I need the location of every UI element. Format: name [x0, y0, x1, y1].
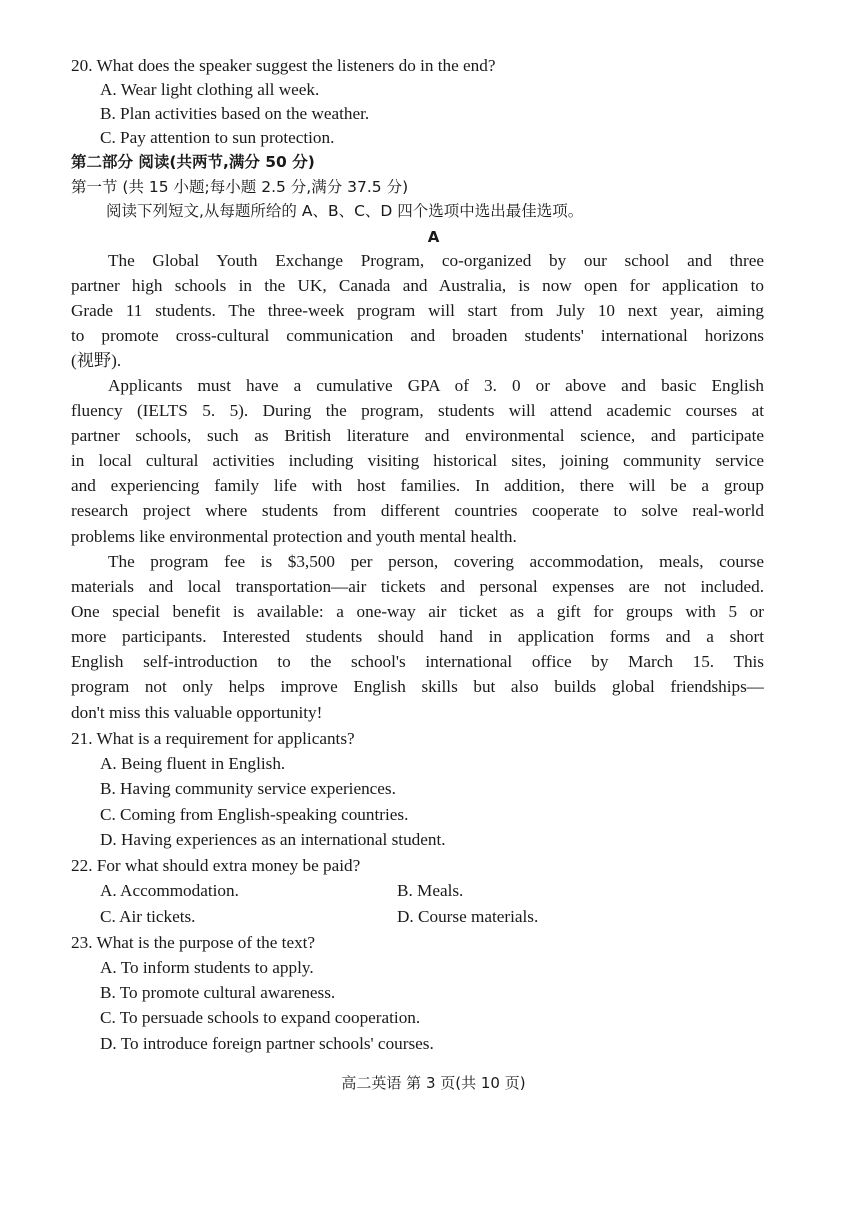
question-20-option-c: C. Pay attention to sun protection.	[100, 128, 335, 147]
question-22-option-d: D. Course materials.	[397, 907, 539, 926]
passage-p2-line: research project where students from different countries cooperate to solve real-world	[71, 501, 764, 520]
question-21-option-a: A. Being fluent in English.	[100, 754, 286, 773]
part-title: 第二部分 阅读(共两节,满分 50 分)	[71, 153, 315, 171]
question-23-stem: 23. What is the purpose of the text?	[71, 933, 316, 952]
passage-p1-line: (视野).	[71, 351, 122, 370]
section-subtitle: 第一节 (共 15 小题;每小题 2.5 分,满分 37.5 分)	[71, 178, 409, 196]
question-23-option-b: B. To promote cultural awareness.	[100, 983, 336, 1002]
question-22-option-b: B. Meals.	[397, 881, 464, 900]
passage-p3-line: materials and local transportation—air tickets and personal expenses are not included.	[71, 577, 764, 596]
question-21-option-c: C. Coming from English-speaking countries.	[100, 805, 409, 824]
passage-p1-line: Grade 11 students. The three-week program will start from July 10 next year, aiming	[71, 301, 764, 320]
question-22-option-a: A. Accommodation.	[100, 881, 239, 900]
passage-label: A	[427, 228, 440, 246]
passage-p2-line: partner schools, such as British literature and environmental science, and participate	[71, 426, 764, 445]
passage-p2-line: and experiencing family life with host families. In addition, there will be a group	[71, 476, 764, 495]
question-21-stem: 21. What is a requirement for applicants?	[71, 729, 355, 748]
passage-p3-line: The program fee is $3,500 per person, covering accommodation, meals, course	[108, 552, 764, 571]
question-20-stem: 20. What does the speaker suggest the listeners do in the end?	[71, 56, 496, 75]
passage-p3-line: English self-introduction to the school's international office by March 15. This	[71, 652, 764, 671]
passage-p2-line: in local cultural activities including visiting historical sites, joining community service	[71, 451, 764, 470]
question-21-option-b: B. Having community service experiences.	[100, 779, 396, 798]
question-22-stem: 22. For what should extra money be paid?	[71, 856, 361, 875]
question-22-option-c: C. Air tickets.	[100, 907, 196, 926]
passage-p3-line: don't miss this valuable opportunity!	[71, 703, 323, 722]
question-20-option-a: A. Wear light clothing all week.	[100, 80, 320, 99]
passage-p2-line: Applicants must have a cumulative GPA of 3. 0 or above and basic English	[108, 376, 764, 395]
page-footer: 高二英语 第 3 页(共 10 页)	[341, 1074, 526, 1092]
passage-p1-line: partner high schools in the UK, Canada and Australia, is now open for application to	[71, 276, 764, 295]
question-23-option-c: C. To persuade schools to expand cooperation.	[100, 1008, 421, 1027]
section-instruction: 阅读下列短文,从每题所给的 A、B、C、D 四个选项中选出最佳选项。	[106, 202, 584, 220]
passage-p2-line: problems like environmental protection and youth mental health.	[71, 527, 517, 546]
question-20-option-b: B. Plan activities based on the weather.	[100, 104, 370, 123]
passage-p3-line: more participants. Interested students should hand in application forms and a short	[71, 627, 764, 646]
passage-p1-line: The Global Youth Exchange Program, co-organized by our school and three	[108, 251, 764, 270]
passage-p1-line: to promote cross-cultural communication and broaden students' international horizons	[71, 326, 764, 345]
question-21-option-d: D. Having experiences as an international student.	[100, 830, 446, 849]
question-23-option-d: D. To introduce foreign partner schools' courses.	[100, 1034, 434, 1053]
question-23-option-a: A. To inform students to apply.	[100, 958, 314, 977]
passage-p3-line: One special benefit is available: a one-way air ticket as a gift for groups with 5 or	[71, 602, 764, 621]
passage-p3-line: program not only helps improve English skills but also builds global friendships—	[71, 677, 764, 696]
passage-p2-line: fluency (IELTS 5. 5). During the program, students will attend academic courses at	[71, 401, 764, 420]
